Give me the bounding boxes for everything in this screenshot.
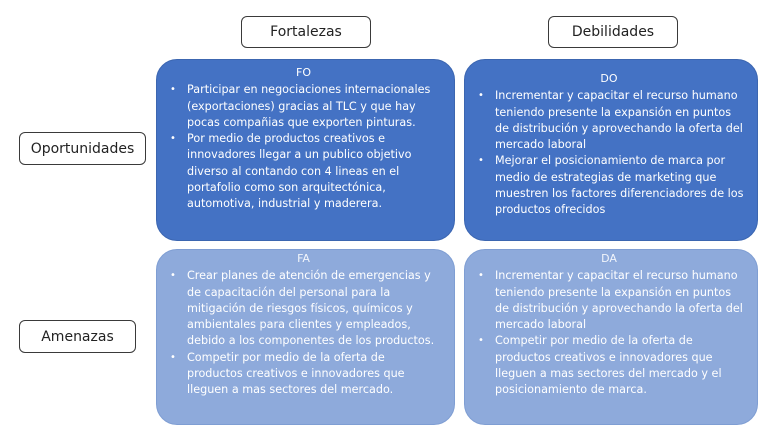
quadrant-do xyxy=(463,58,759,242)
list-item: • Crear planes de atención de emergencias y de capacitación del personal para la mitigación de riesgos físicos, químicos y ambientales para clientes y empleados, debido a los componentes de los productos. xyxy=(166,268,441,349)
quadrant-da xyxy=(463,248,759,426)
quadrant-fo-title: FO xyxy=(296,66,311,79)
quadrant-da-title: DA xyxy=(601,252,617,265)
list-item: • Competir por medio de la oferta de productos creativos e innovadores que lleguen a mas sectores del mercado y el posicionamiento de marca. xyxy=(474,333,744,398)
row-header-oportunidades: Oportunidades xyxy=(19,132,146,165)
quadrant-do-list xyxy=(474,88,744,218)
quadrant-da-list xyxy=(474,268,744,398)
row-header-amenazas: Amenazas xyxy=(19,320,136,353)
list-item: • Mejorar el posicionamiento de marca por medio de estrategias de marketing que muestren los factores diferenciadores de los productos ofrecidos xyxy=(474,153,744,218)
list-item: • Incrementar y capacitar el recurso humano teniendo presente la expansión en puntos de distribución y aprovechando la oferta del mercado laboral xyxy=(474,88,744,153)
quadrant-fa-title: FA xyxy=(297,252,310,265)
quadrant-fa-list xyxy=(166,268,441,398)
list-item: • Participar en negociaciones internacionales (exportaciones) gracias al TLC y que hay pocas compañias que exporten pinturas. xyxy=(166,82,441,131)
quadrant-fo-list xyxy=(166,82,441,212)
quadrant-do-title: DO xyxy=(600,72,618,85)
list-item: • Por medio de productos creativos e innovadores llegar a un publico objetivo diverso al contando con 4 lineas en el portafolio como son arquitectónica, automotiva, industrial y maderera. xyxy=(166,131,441,212)
list-item: • Incrementar y capacitar el recurso humano teniendo presente la expansión en puntos de distribución y aprovechando la oferta del mercado laboral xyxy=(474,268,744,333)
quadrant-fa xyxy=(155,248,456,426)
column-header-debilidades: Debilidades xyxy=(548,16,678,48)
column-header-fortalezas: Fortalezas xyxy=(241,16,371,48)
quadrant-fo xyxy=(155,58,456,242)
list-item: • Competir por medio de la oferta de productos creativos e innovadores que lleguen a mas sectores del mercado. xyxy=(166,350,441,399)
